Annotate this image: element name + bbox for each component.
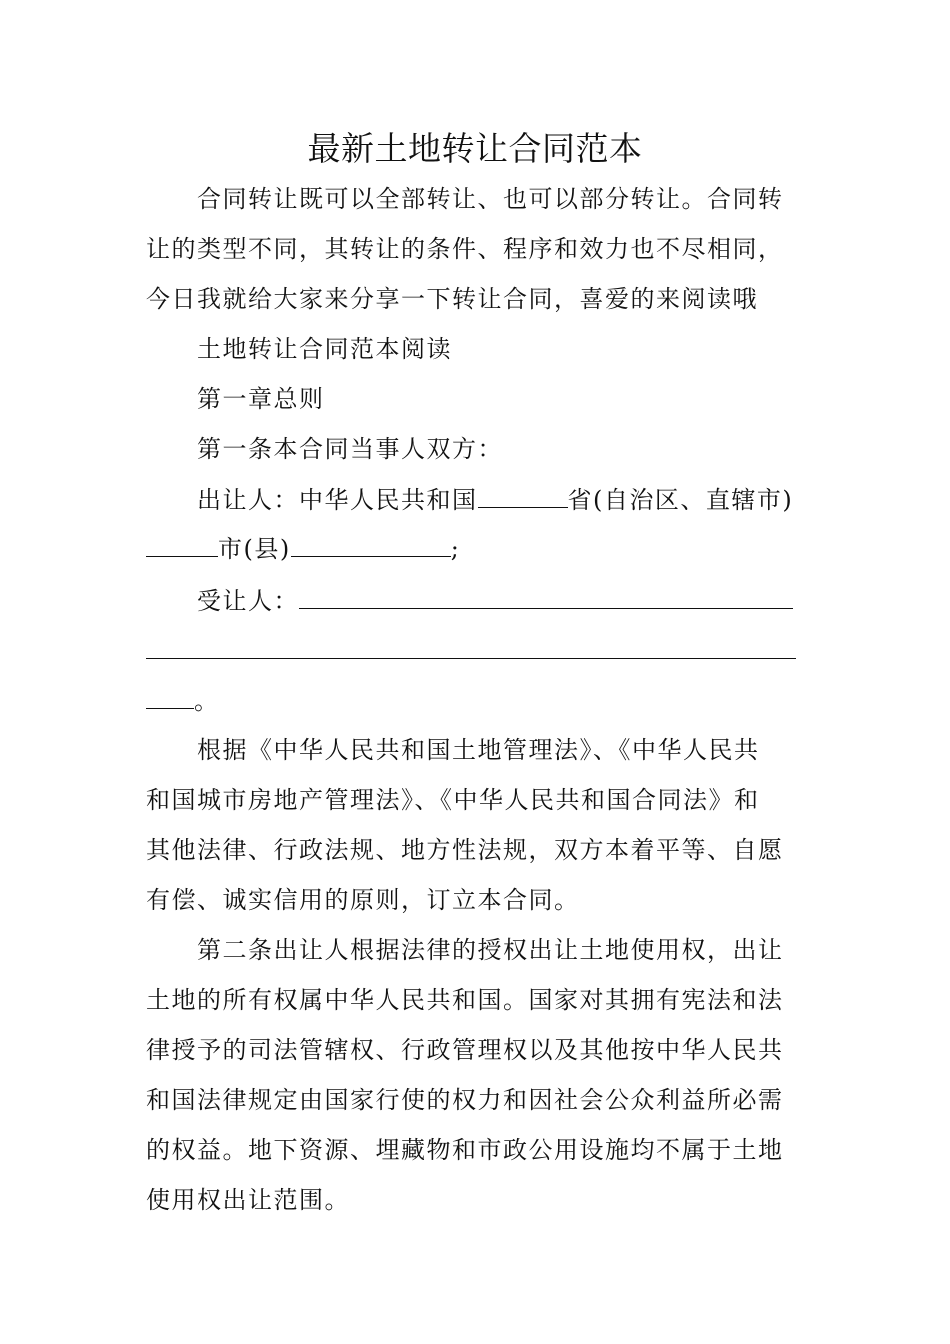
article-two-line-1: 第二条出让人根据法律的授权出让土地使用权，出让 bbox=[197, 936, 784, 964]
transferor-end: ; bbox=[450, 535, 461, 563]
document-title: 最新土地转让合同范本 bbox=[307, 129, 643, 168]
transferee-line bbox=[197, 584, 793, 618]
transferor-prefix: 出让人：中华人民共和国 bbox=[197, 486, 478, 514]
transferee-blank-1 bbox=[299, 588, 793, 609]
intro-line-3: 今日我就给大家来分享一下转让合同，喜爱的来阅读哦 bbox=[146, 285, 758, 313]
article-two-line-3: 律授予的司法管辖权、行政管理权以及其他按中华人民共 bbox=[146, 1036, 784, 1064]
intro-line-1: 合同转让既可以全部转让、也可以部分转让。合同转 bbox=[197, 185, 784, 213]
city-blank bbox=[146, 536, 218, 557]
transferee-end: 。 bbox=[194, 687, 220, 715]
intro-line-2: 让的类型不同，其转让的条件、程序和效力也不尽相同， bbox=[146, 235, 784, 263]
county-blank bbox=[291, 536, 451, 557]
transferee-prefix: 受让人： bbox=[197, 587, 299, 615]
transferee-continuation-line bbox=[146, 634, 796, 668]
basis-line-3: 其他法律、行政法规、地方性法规，双方本着平等、自愿 bbox=[146, 836, 784, 864]
article-two-line-2: 土地的所有权属中华人民共和国。国家对其拥有宪法和法 bbox=[146, 986, 784, 1014]
basis-line-2: 和国城市房地产管理法》、《中华人民共和国合同法》和 bbox=[146, 786, 760, 814]
province-suffix: 省(自治区、直辖市) bbox=[567, 486, 794, 514]
reading-heading: 土地转让合同范本阅读 bbox=[197, 335, 452, 363]
article-one-heading: 第一条本合同当事人双方： bbox=[197, 435, 503, 463]
city-suffix: 市(县) bbox=[218, 535, 291, 563]
transferor-line bbox=[197, 483, 793, 517]
province-blank bbox=[478, 487, 568, 508]
transferee-end-line bbox=[146, 684, 220, 718]
article-two-line-5: 的权益。地下资源、埋藏物和市政公用设施均不属于土地 bbox=[146, 1136, 784, 1164]
article-two-line-6: 使用权出让范围。 bbox=[146, 1186, 350, 1214]
transferee-blank-2 bbox=[146, 638, 796, 659]
basis-line-4: 有偿、诚实信用的原则，订立本合同。 bbox=[146, 886, 580, 914]
transferee-blank-3 bbox=[146, 688, 194, 709]
article-two-line-4: 和国法律规定由国家行使的权力和因社会公众利益所必需 bbox=[146, 1086, 784, 1114]
transferor-city-line bbox=[146, 532, 460, 566]
basis-line-1: 根据《中华人民共和国土地管理法》、《中华人民共 bbox=[197, 736, 760, 764]
chapter-one-heading: 第一章总则 bbox=[197, 385, 325, 413]
